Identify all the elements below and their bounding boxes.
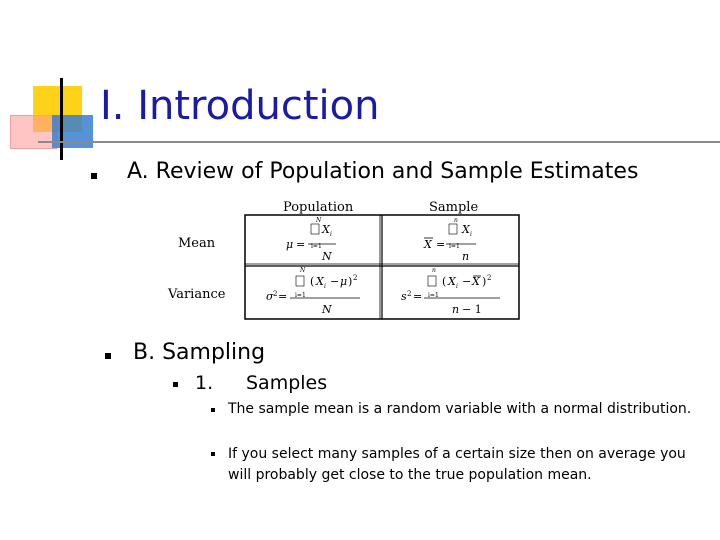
svg-text:): ) <box>482 275 487 288</box>
svg-text:2: 2 <box>487 274 492 282</box>
svg-text:N: N <box>316 217 322 224</box>
svg-text:): ) <box>348 275 353 288</box>
svg-text:=: = <box>413 290 423 303</box>
point-1-text: The sample mean is a random variable with a normal distribution. <box>228 401 692 417</box>
sample-variance-formula <box>401 267 500 316</box>
item-1-label: Samples <box>246 372 328 394</box>
column-header-population: Population <box>283 200 354 215</box>
population-variance-formula <box>266 267 360 316</box>
svg-text:μ: μ <box>340 275 348 288</box>
svg-text:−: − <box>462 275 472 288</box>
svg-text:i=1: i=1 <box>311 243 322 250</box>
slide-title: I. Introduction <box>100 83 380 129</box>
svg-text:n: n <box>452 303 460 316</box>
svg-text:=: = <box>296 238 306 251</box>
population-mean-formula <box>286 217 336 263</box>
svg-text:i: i <box>456 283 458 290</box>
svg-text:i=1: i=1 <box>449 243 460 250</box>
row-label-variance: Variance <box>168 287 226 302</box>
point-2-line-1: If you select many samples of a certain size then on average you <box>228 446 686 462</box>
svg-text:N: N <box>322 250 332 263</box>
bullet-b <box>105 353 111 359</box>
svg-text:n: n <box>432 267 436 274</box>
svg-text:i=1: i=1 <box>295 292 306 299</box>
column-header-sample: Sample <box>429 200 479 215</box>
svg-text:μ: μ <box>286 238 294 251</box>
svg-text:2: 2 <box>273 290 278 298</box>
svg-text:σ: σ <box>266 290 274 303</box>
svg-text:(: ( <box>310 275 315 288</box>
row-label-mean: Mean <box>178 236 216 251</box>
svg-text:i=1: i=1 <box>428 292 439 299</box>
item-1-number: 1. <box>195 372 214 394</box>
svg-text:(: ( <box>442 275 447 288</box>
logo-blue-square <box>52 115 93 148</box>
svg-text:=: = <box>278 290 288 303</box>
section-a-text: A. Review of Population and Sample Estimates <box>127 159 639 184</box>
svg-text:2: 2 <box>353 274 358 282</box>
svg-text:i: i <box>470 231 472 238</box>
bullet-a <box>91 173 97 179</box>
bullet-point-2 <box>211 452 215 456</box>
svg-text:X: X <box>322 223 330 236</box>
svg-text:=: = <box>436 238 446 251</box>
svg-text:− 1: − 1 <box>462 303 482 316</box>
svg-text:N: N <box>300 267 306 274</box>
svg-text:s: s <box>401 290 407 303</box>
svg-text:N: N <box>322 303 332 316</box>
bullet-item-1 <box>173 382 178 387</box>
svg-text:i: i <box>330 231 332 238</box>
svg-text:X: X <box>472 275 480 288</box>
svg-text:−: − <box>330 275 340 288</box>
bullet-point-1 <box>211 408 215 412</box>
svg-text:2: 2 <box>407 290 412 298</box>
logo-vertical-line <box>60 78 63 160</box>
svg-text:n: n <box>462 250 470 263</box>
title-underline <box>38 141 720 143</box>
section-b-text: B. Sampling <box>133 340 266 365</box>
estimates-table <box>244 214 520 320</box>
point-2-line-2: will probably get close to the true population mean. <box>228 467 592 483</box>
svg-text:i: i <box>324 283 326 290</box>
svg-text:X: X <box>462 223 470 236</box>
svg-text:X: X <box>316 275 324 288</box>
sample-mean-formula <box>423 217 476 263</box>
svg-text:n: n <box>454 217 458 224</box>
logo-red-square <box>10 115 57 149</box>
svg-text:X: X <box>448 275 456 288</box>
svg-text:X: X <box>424 238 432 251</box>
